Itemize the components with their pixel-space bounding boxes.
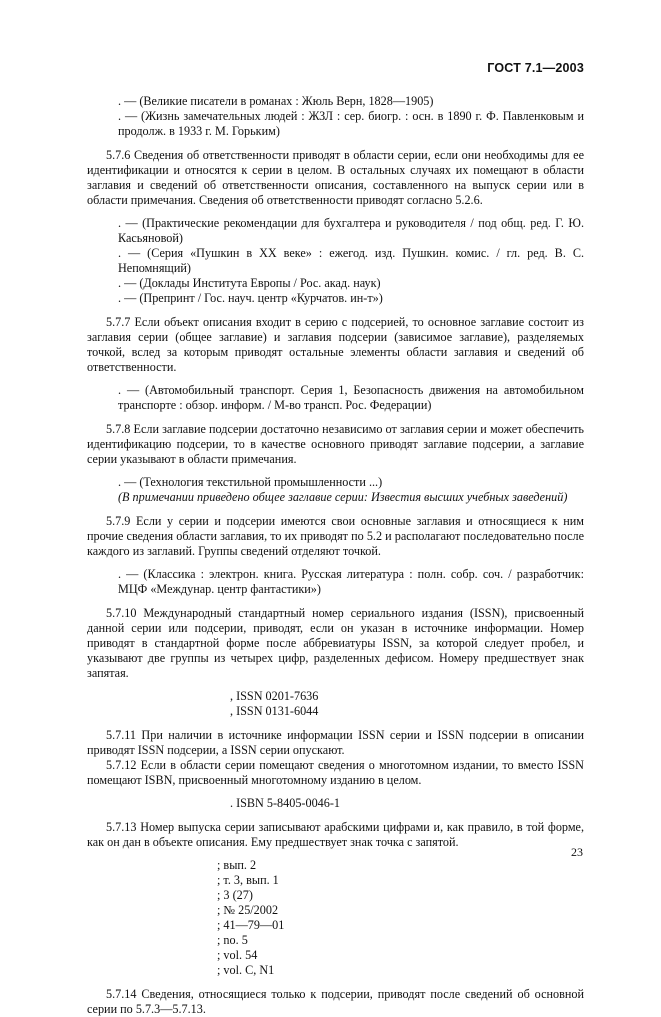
list-item: ; т. 3, вып. 1 (217, 873, 279, 887)
example-line: . — (Технология текстильной промышленности ...) (118, 475, 383, 489)
series-number-list (87, 858, 584, 978)
paragraph-5-7-9: 5.7.9 Если у серии и подсерии имеются свои основные заглавия и относящиеся к ним прочие сведения области заглавия, то их приводят по 5.2 и располагают последовательно после каждого из заглавий. Группы сведений отделяют точкой. (87, 514, 584, 558)
list-item: ; no. 5 (217, 933, 248, 947)
paragraph-5-7-10: 5.7.10 Международный стандартный номер сериального издания (ISSN), присвоенный данной серии или подсерии, приводят, если он указан в источнике информации. Номер приводят в стандартной форме после аббревиатуры ISSN, за которой следует пробел, и указывают две группы из четырех цифр, разделенных дефисом. Номеру предшествует знак запятая. (87, 606, 584, 680)
example-line: . — (Жизнь замечательных людей : ЖЗЛ : сер. биогр. : осн. в 1890 г. Ф. Павленковым и продолж. в 1933 г. М. Горьким) (118, 109, 584, 138)
document-header: ГОСТ 7.1—2003 (487, 61, 584, 75)
example-line: . — (Доклады Института Европы / Рос. акад. наук) (118, 276, 381, 290)
example-line: . — (Серия «Пушкин в XX веке» : ежегод. изд. Пушкин. комис. / гл. ред. В. С. Непомнящий) (118, 246, 584, 275)
example-line: . — (Препринт / Гос. науч. центр «Курчатов. ин-т») (118, 291, 383, 305)
example-line: . — (Классика : электрон. книга. Русская литература : полн. собр. соч. / разработчик: МЦФ «Междунар. центр фантастики») (118, 567, 584, 596)
example-line: . — (Великие писатели в романах : Жюль Верн, 1828—1905) (118, 94, 434, 108)
paragraph-5-7-8: 5.7.8 Если заглавие подсерии достаточно независимо от заглавия серии и может обеспечить идентификацию подсерии, то в качестве основного приводят заглавие подсерии, а заглавие серии указывают в области примечания. (87, 422, 584, 466)
example-line: . — (Автомобильный транспорт. Серия 1, Безопасность движения на автомобильном транспорте : обзор. информ. / М-во трансп. Рос. Федерации) (118, 383, 584, 412)
paragraph-5-7-13: 5.7.13 Номер выпуска серии записывают арабскими цифрами и, как правило, в той форме, как он дан в объекте описания. Ему предшествует знак точка с запятой. (87, 820, 584, 849)
list-item: ; vol. C, N1 (217, 963, 275, 977)
list-item: ; vol. 54 (217, 948, 258, 962)
isbn-example: . ISBN 5-8405-0046-1 (230, 796, 341, 810)
list-item: ; 3 (27) (217, 888, 253, 902)
example-note: (В примечании приведено общее заглавие серии: Известия высших учебных заведений) (118, 490, 568, 504)
paragraph-5-7-11: 5.7.11 При наличии в источнике информации ISSN серии и ISSN подсерии в описании приводят ISSN подсерии, а ISSN серии опускают. (87, 728, 584, 757)
issn-example: , ISSN 0131-6044 (230, 704, 319, 718)
list-item: ; № 25/2002 (217, 903, 279, 917)
issn-example: , ISSN 0201-7636 (230, 689, 319, 703)
paragraph-5-7-6: 5.7.6 Сведения об ответственности приводят в области серии, если они необходимы для ее идентификации и относятся к серии в целом. В остальных случаях их помещают в области заглавия и сведений об ответственности описания, составленного на выпуск серии или в области примечания. Сведения об ответственности приводят согласно 5.2.6. (87, 148, 584, 207)
page-number: 23 (571, 845, 583, 859)
example-line: . — (Практические рекомендации для бухгалтера и руководителя / под общ. ред. Г. Ю. Касьяновой) (118, 216, 584, 245)
paragraph-5-7-14: 5.7.14 Сведения, относящиеся только к подсерии, приводят после сведений об основной серии по 5.7.3—5.7.13. (87, 987, 584, 1016)
paragraph-5-7-7: 5.7.7 Если объект описания входит в серию с подсерией, то основное заглавие состоит из заглавия серии (общее заглавие) и заглавия подсерии (зависимое заглавие), разделяемых точкой, вслед за которым приводят остальные элементы области заглавия и сведений об ответственности. (87, 315, 584, 374)
list-item: ; 41—79—01 (217, 918, 285, 932)
page-content (87, 94, 584, 1017)
list-item: ; вып. 2 (217, 858, 257, 872)
paragraph-5-7-12: 5.7.12 Если в области серии помещают сведения о многотомном издании, то вместо ISSN помещают ISBN, присвоенный многотомному изданию в целом. (87, 758, 584, 787)
